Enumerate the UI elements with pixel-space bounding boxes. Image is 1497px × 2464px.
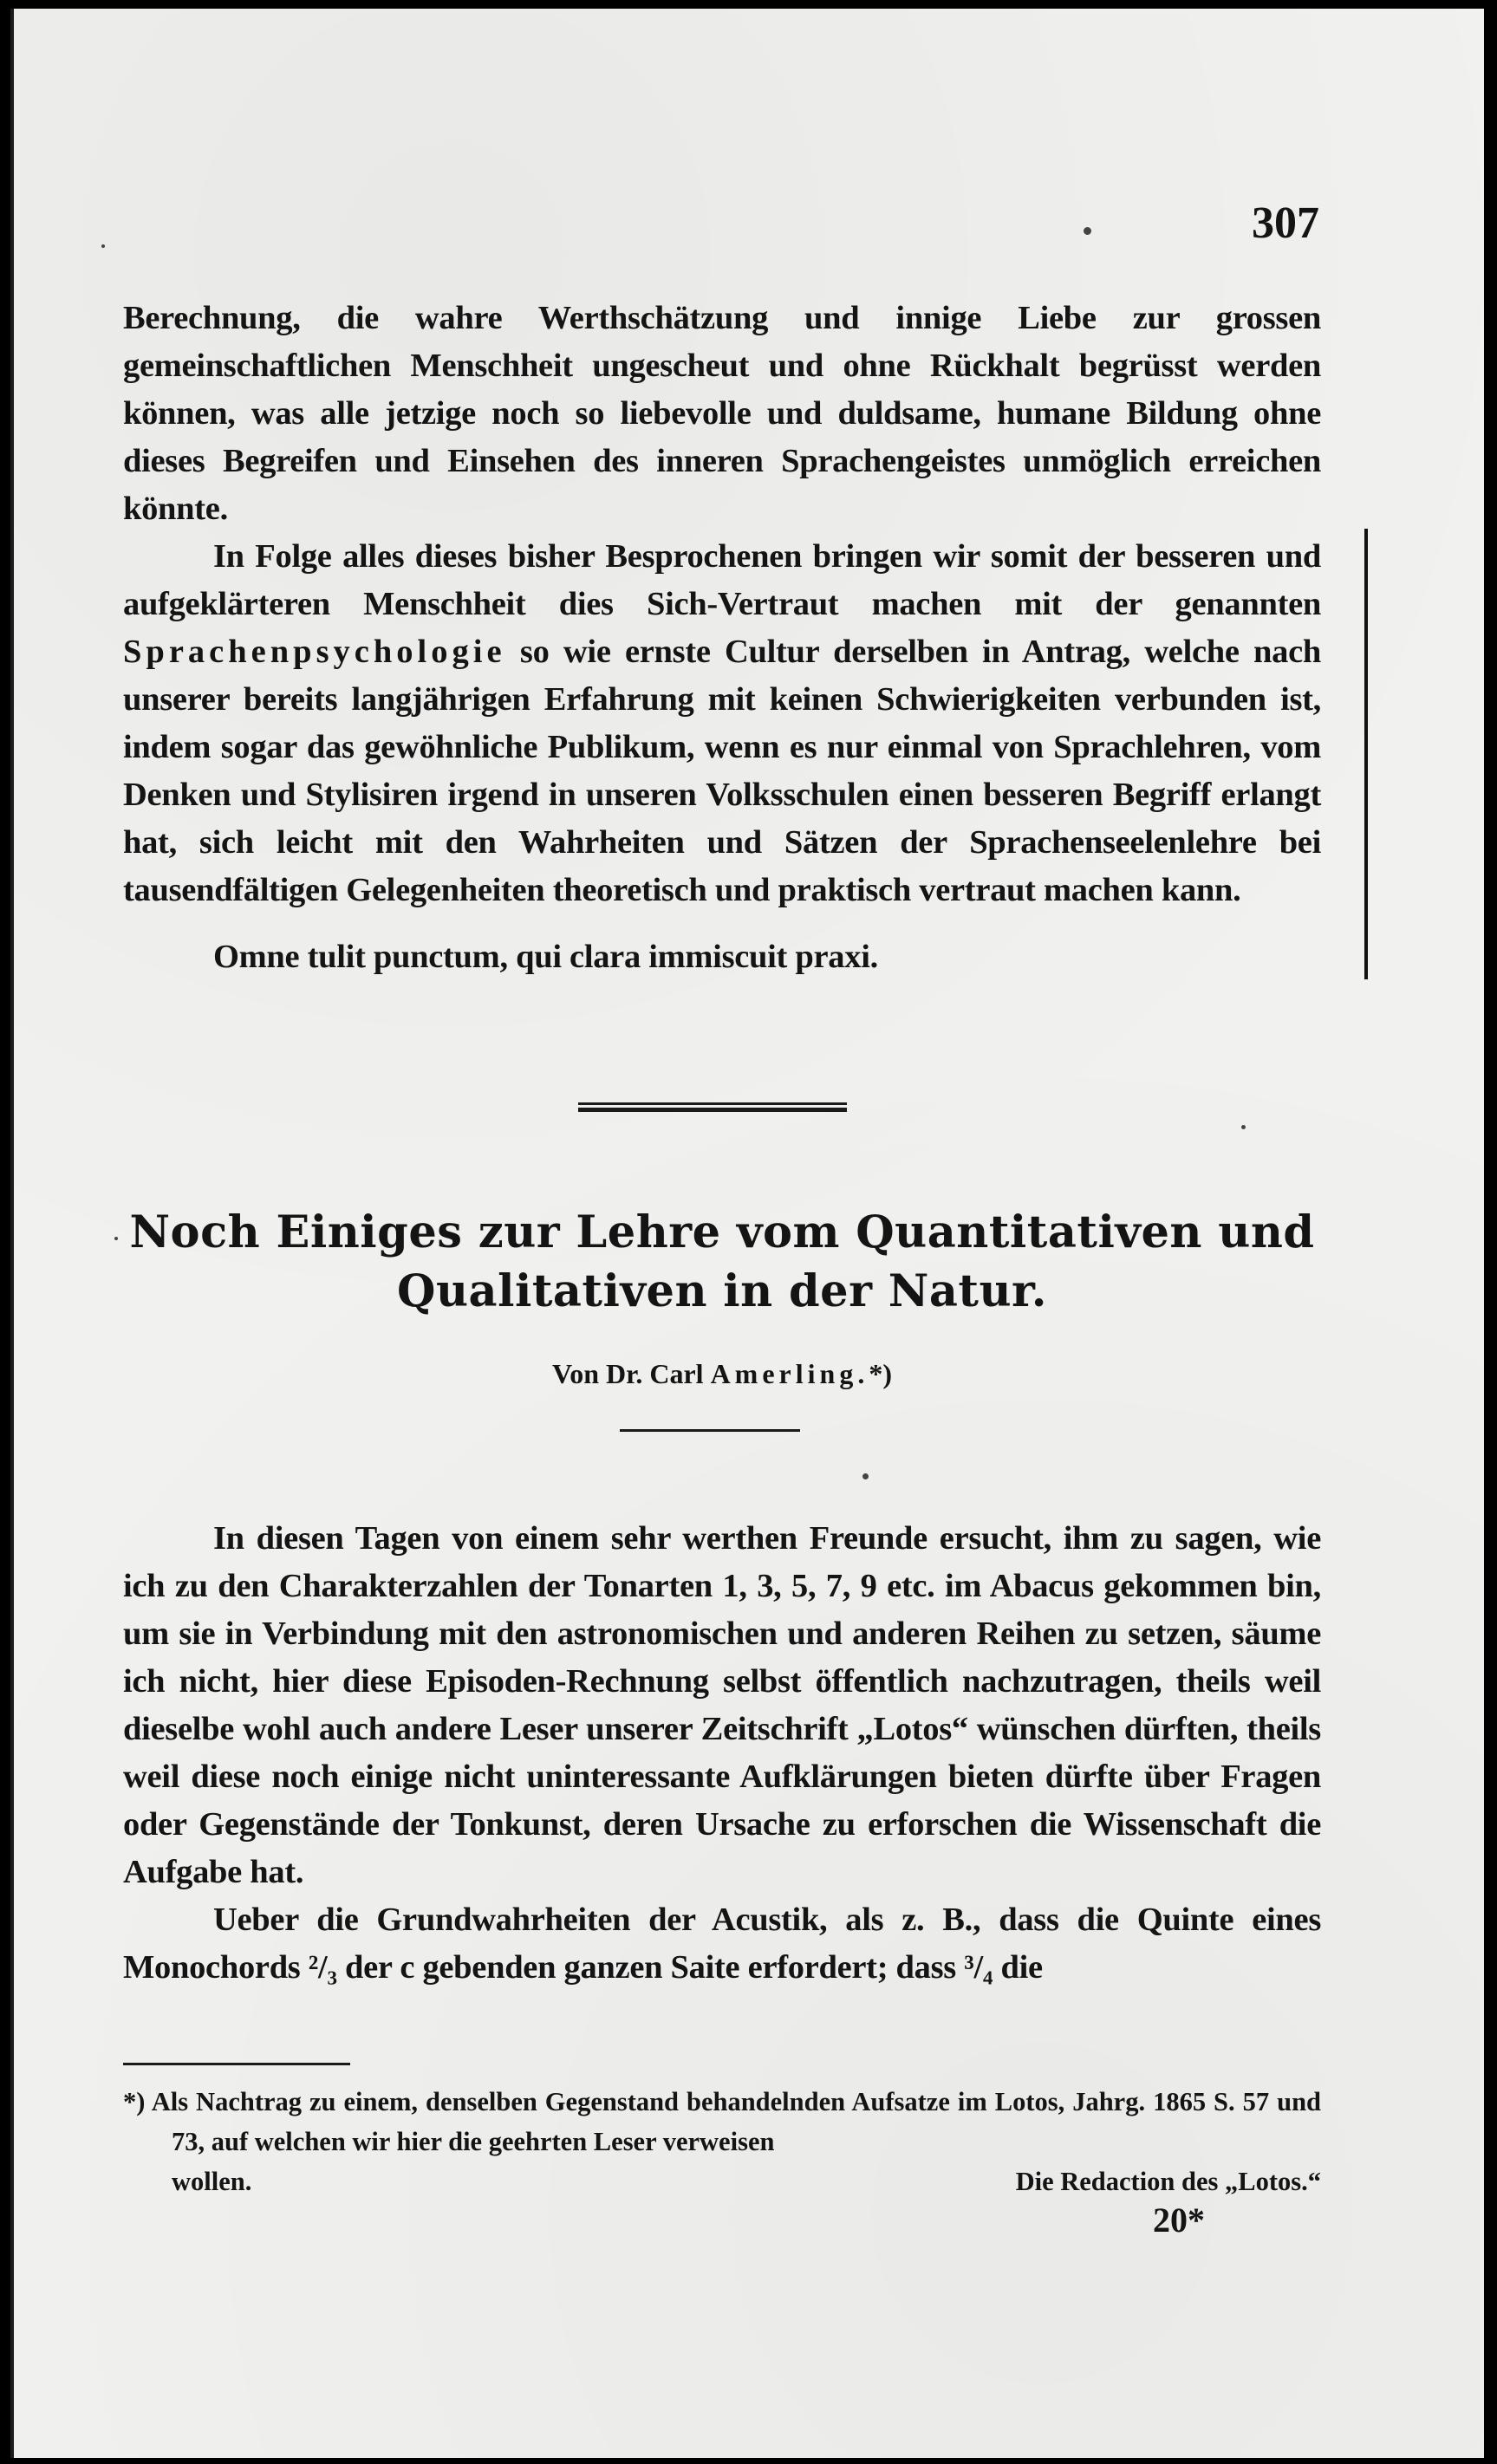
author-prefix: Von Dr. Carl: [552, 1358, 704, 1389]
author-byline: [123, 1356, 1321, 1391]
body-paragraph-2: Ueber die Grundwahrheiten der Acustik, als z. B., dass die Quinte eines Monochords ²/₃ der c gebenden ganzen Saite erfordert; dass ³/₄ die: [123, 1902, 1321, 1986]
paragraph-conclusion: [123, 533, 1321, 914]
previous-article-ending: [123, 295, 1321, 981]
footnote: [123, 2082, 1321, 2201]
page-edge-rule: [10, 9, 14, 2458]
title-line-1: Noch Einiges zur Lehre vom Quantitativen und: [129, 1206, 1315, 1258]
footnote-closing: wollen.: [172, 2167, 252, 2196]
footnote-rule: [123, 2063, 350, 2065]
footnote-text: *) Als Nachtrag zu einem, denselben Gegenstand behandelnden Aufsatze im Lotos, Jahrg. 1865 S. 57 und 73, auf welchen wir hier die geehrten Leser verweisen: [123, 2087, 1321, 2156]
footnote-last-line: [123, 2162, 1321, 2201]
print-speck: [101, 244, 105, 248]
print-speck: [1084, 227, 1091, 235]
latin-motto: Omne tulit punctum, qui clara immiscuit praxi.: [213, 939, 878, 975]
byline-rule: [620, 1429, 800, 1432]
page-number: 307: [1252, 198, 1319, 248]
margin-mark: [1364, 529, 1368, 979]
print-speck: [862, 1473, 869, 1479]
book-page: [10, 9, 1484, 2458]
paragraph-continuation: Berechnung, die wahre Werthschätzung und innige Liebe zur grossen gemeinschaftlichen Menschheit ungescheut und ohne Rückhalt begrüsst werden können, was alle jetzige noch so liebevolle und duldsame, humane Bildung ohne dieses Begreifen und Einsehen des inneren Sprachengeistes unmöglich erreichen könnte.: [123, 300, 1321, 527]
article-title: [123, 1203, 1321, 1321]
print-speck: [114, 1237, 118, 1240]
title-line-2: Qualitativen in der Natur.: [397, 1265, 1047, 1317]
article-body: [123, 1515, 1321, 1992]
signature-mark: 20*: [1153, 2201, 1205, 2240]
author-surname: Amerling.: [710, 1358, 869, 1389]
paragraph-text: In Folge alles dieses bisher Besprochenen bringen wir somit der besseren und aufgeklärteren Menschheit dies Sich-Vertraut machen mit der genannten: [123, 538, 1321, 622]
footnote-marker: *): [869, 1358, 892, 1389]
section-divider: [578, 1102, 847, 1115]
body-paragraph-1: In diesen Tagen von einem sehr werthen Freunde ersucht, ihm zu sagen, wie ich zu den Charakterzahlen der Tonarten 1, 3, 5, 7, 9 etc. im Abacus gekommen bin, um sie in Verbindung mit den astronomischen und anderen Reihen zu setzen, säume ich nicht, hier diese Episoden-Rechnung selbst öffentlich nachzutragen, theils weil dieselbe wohl auch andere Leser unserer Zeitschrift „Lotos“ wünschen dürften, theils weil diese noch einige nicht uninteressante Aufklärungen bieten dürfte über Fragen oder Gegenstände der Tonkunst, deren Ursache zu erforschen die Wissenschaft die Aufgabe hat.: [123, 1520, 1321, 1890]
editorial-credit: Die Redaction des „Lotos.“: [1015, 2167, 1321, 2196]
paragraph-text: so wie ernste Cultur derselben in Antrag, welche nach unserer bereits langjährigen Erfahrung mit keinen Schwierigkeiten verbunden ist, indem sogar das gewöhnliche Publikum, wenn es nur einmal von Sprachlehren, vom Denken und Stylisiren irgend in unseren Volksschulen einen besseren Begriff erlangt hat, sich leicht mit den Wahrheiten und Sätzen der Sprachenseelenlehre bei tausendfältigen Gelegenheiten theoretisch und praktisch vertraut machen kann.: [123, 634, 1322, 908]
emphasized-term: Sprachenpsychologie: [123, 634, 506, 670]
print-speck: [1241, 1125, 1246, 1129]
